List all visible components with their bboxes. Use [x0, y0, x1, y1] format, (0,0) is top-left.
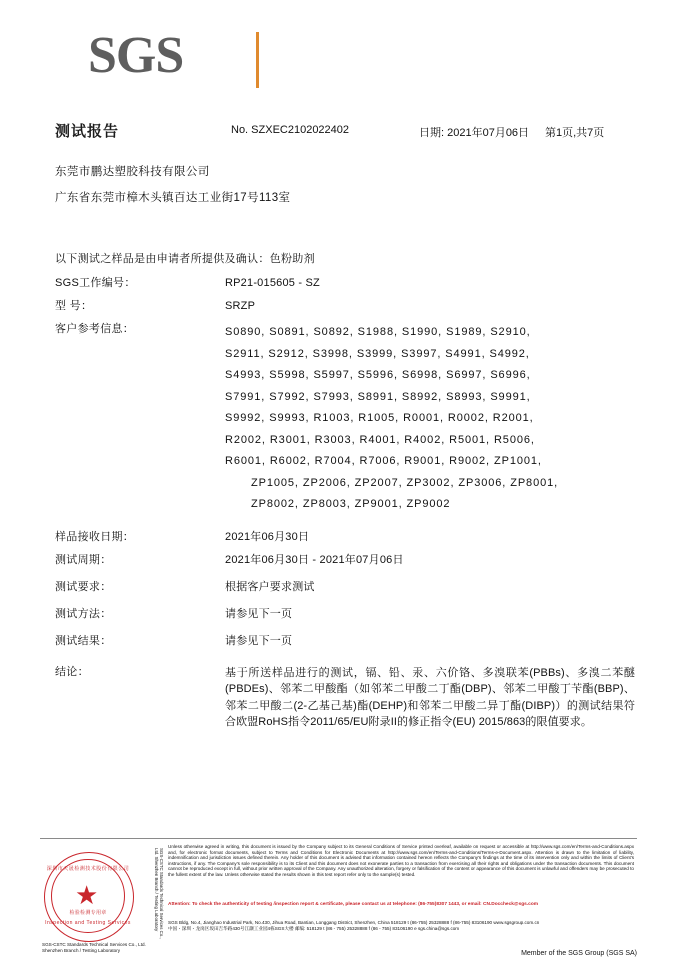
footer-address-en: SGS Bldg, No.4, Jianghao Industrial Park, No.430, Jihua Road, Bantian, Longgang District, Shenzhen, China 518129 t (86-755) 25328888 f (86-755) 83106190 www.sgsgroup.com.cn — [168, 920, 540, 925]
field-value: 2021年06月30日 - 2021年07月06日 — [225, 553, 404, 566]
footer-address-cn: 中国・深圳・龙岗区坂田吉华路430号江灏工业园4栋SGS大楼 邮编: 518129 t (86 - 755) 25328888 f (86 - 755) 83106190 e sgs.china@sgs.com — [168, 926, 460, 932]
conclusion-text: 基于所送样品进行的测试，镉、铅、汞、六价铬、多溴联苯(PBBs)、多溴二苯醚(PBDEs)、邻苯二甲酸酯（如邻苯二甲酸二丁酯(DBP)、邻苯二甲酸丁苄酯(BBP)、邻苯二甲酸二(2-乙基己基)酯(DEHP)和邻苯二甲酸二异丁酯(DIBP)）的测试结果符合欧盟RoHS指令2011/65/EU附录II的修正指令(EU) 2015/863的限值要求。 — [225, 666, 635, 728]
page-footer — [0, 838, 677, 959]
client-reference-line: ZP1005, ZP2006, ZP2007, ZP3002, ZP3006, ZP8001, — [251, 476, 559, 489]
lab-vertical-text: SGS-CSTC Standards Technical Services Co., Ltd. Shenzhen Branch / Testing Laboratory — [154, 848, 164, 939]
field-value: 2021年06月30日 — [225, 530, 310, 543]
client-reference-line: R6001, R6002, R7004, R7006, R9001, R9002, ZP1001, — [225, 455, 542, 467]
footer-address — [168, 920, 634, 933]
field-row — [55, 272, 635, 295]
sgs-logo — [88, 27, 288, 92]
company-seal-stamp — [44, 852, 136, 944]
client-reference-list — [225, 318, 635, 520]
sgs-logo-text: SGS — [88, 27, 184, 84]
title-row — [55, 122, 635, 144]
field-value: 根据客户要求测试 — [225, 580, 315, 593]
page-indicator: 第1页,共7页 — [545, 127, 605, 139]
field-table — [55, 272, 635, 735]
footer-lab-name: SGS-CSTC Standards Technical Services Co., Ltd. Shenzhen Branch / Testing Laboratory — [42, 942, 146, 953]
stamp-mid-text: 检验检测专用章 — [69, 910, 107, 916]
field-label: SGS工作编号： — [55, 277, 136, 289]
field-row — [55, 630, 635, 653]
field-label: 结论： — [55, 665, 89, 678]
field-row — [55, 526, 635, 549]
client-reference-line: ZP8002, ZP8003, ZP9001, ZP9002 — [251, 498, 451, 510]
field-value: RP21-015605 - SZ — [225, 277, 320, 289]
field-label: 测试周期： — [55, 553, 112, 566]
report-date: 日期: 2021年07月06日 — [419, 127, 530, 139]
field-value: 请参见下一页 — [225, 607, 293, 620]
report-number: No. SZXEC2102022402 — [231, 124, 350, 136]
client-reference-line: R2002, R3001, R3003, R4001, R4002, R5001, R5006, — [225, 433, 535, 446]
field-label: 测试方法： — [55, 607, 112, 620]
footer-legal-note: Unless otherwise agreed in writing, this document is issued by the Company subject to its General Conditions of Service printed overleaf, available on request or accessible at http://www.sgs.com/en/Terms-and-Conditions.aspx and, for electronic format documents, subject to Terms and Conditions for Electronic Documents at http://www.sgs.com/en/Terms-and-Conditions/Terms-e-Document.aspx. Attention is drawn to the limitation of liability, indemnification and jurisdiction issues defined therein. Any holder of this document is advised that information contained hereon reflects the Company's findings at the time of its intervention only and within the limits of Client's instructions, if any. The Company's sole responsibility is to its Client and this document does not exonerate parties to a transaction from exercising all their rights and obligations under the transaction documents. This document cannot be reproduced except in full, without prior written approval of the Company. Any unauthorized alteration, forgery or falsification of the content or appearance of this document is unlawful and offenders may be prosecuted to the fullest extent of the law. Unless otherwise stated the results shown in this test report refer only to the sample(s) tested. — [168, 844, 634, 877]
stamp-bottom-text: Inspection and Testing Services — [45, 920, 131, 926]
sample-declaration: 以下测试之样品是由申请者所提供及确认：色粉助剂 — [55, 253, 315, 265]
page-title: 测试报告 — [55, 123, 120, 140]
field-label: 样品接收日期： — [55, 530, 135, 543]
client-reference-line: S4993, S5998, S5997, S5996, S6998, S6997, S6996, — [225, 369, 531, 381]
client-reference-line: S2911, S2912, S3998, S3999, S3997, S4991, S4992, — [225, 347, 530, 360]
field-label: 测试结果： — [55, 634, 112, 647]
field-value: SRZP — [225, 300, 256, 312]
client-reference-line: S0890, S0891, S0892, S1988, S1990, S1989, S2910, — [225, 326, 531, 338]
field-value: 请参见下一页 — [225, 634, 293, 647]
client-reference-line: S9992, S9993, R1003, R1005, R0001, R0002, R2001, — [225, 412, 534, 424]
field-row — [55, 549, 635, 572]
field-row-client-reference — [55, 318, 635, 520]
field-label: 客户参考信息： — [55, 323, 135, 335]
client-company: 东莞市鹏达塑胶科技有限公司 — [55, 166, 210, 178]
star-icon: ★ — [75, 880, 99, 910]
field-label: 测试要求： — [55, 580, 112, 593]
field-row — [55, 295, 635, 318]
sgs-logo-accent-bar — [256, 32, 259, 88]
footer-attention-note: Attention: To check the authenticity of testing /inspection report & certificate, please contact us at telephone: (86-755)8307 1443, or email: CN.Doccheck@sgs.com — [168, 902, 539, 907]
stamp-top-text: 深圳市天晟检测技术股份有限公司 — [46, 866, 130, 872]
client-reference-line: S7991, S7992, S7993, S8991, S8992, S8993, S9991, — [225, 390, 531, 403]
field-row — [55, 576, 635, 599]
field-row — [55, 603, 635, 626]
client-address: 广东省东莞市樟木头镇百达工业街17号113室 — [55, 192, 291, 204]
footer-member-line: Member of the SGS Group (SGS SA) — [521, 950, 637, 957]
field-label: 型 号： — [55, 300, 93, 312]
footer-divider — [40, 838, 637, 839]
field-row-conclusion — [55, 661, 635, 735]
